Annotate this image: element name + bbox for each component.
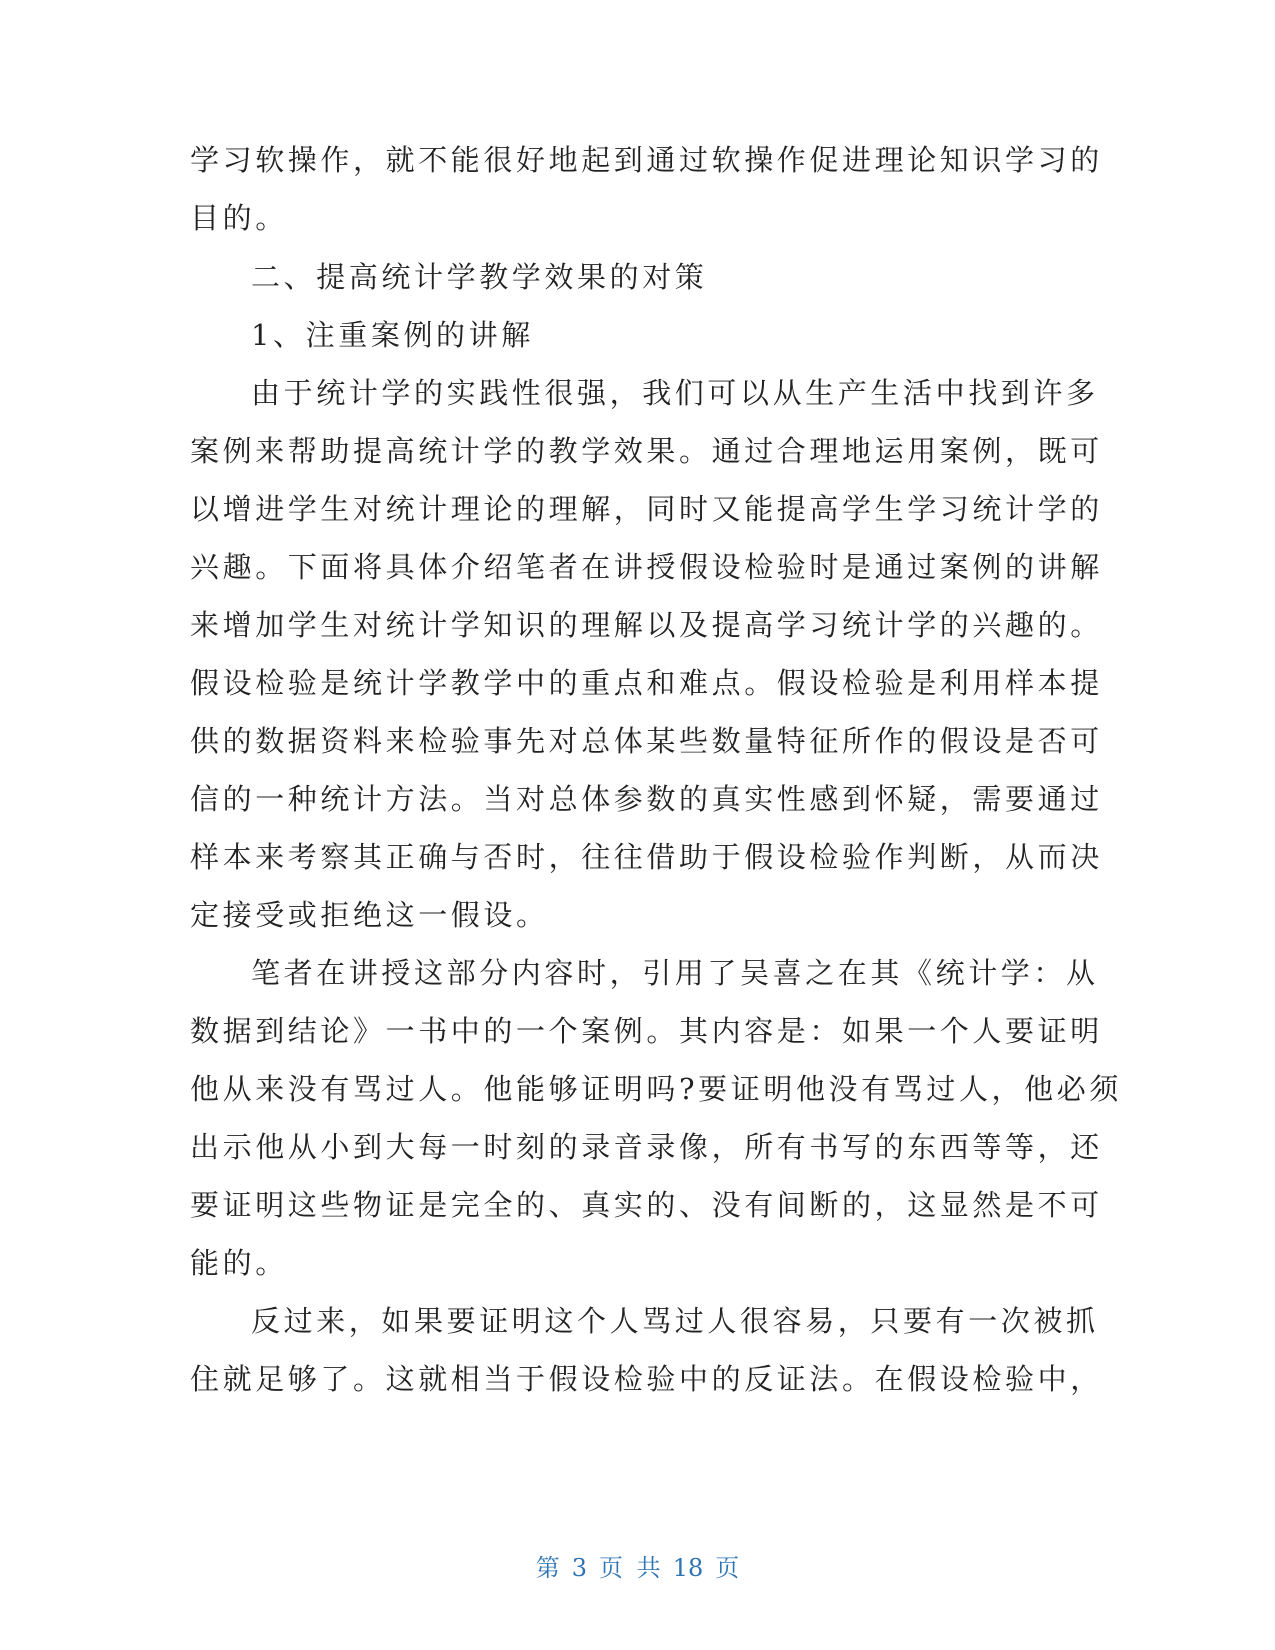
paragraph-line: 兴趣。下面将具体介绍笔者在讲授假设检验时是通过案例的讲解 xyxy=(190,550,1103,584)
paragraph-line: 供的数据资料来检验事先对总体某些数量特征所作的假设是否可 xyxy=(190,724,1103,758)
current-page-number: 3 xyxy=(571,1554,588,1582)
subsection-heading: 1、注重案例的讲解 xyxy=(251,318,534,352)
paragraph-line: 以增进学生对统计理论的理解，同时又能提高学生学习统计学的 xyxy=(190,492,1103,526)
paragraph-line: 能的。 xyxy=(190,1246,288,1280)
paragraph-line: 目的。 xyxy=(190,201,288,235)
paragraph-line: 出示他从小到大每一时刻的录音录像，所有书写的东西等等，还 xyxy=(190,1130,1103,1164)
footer-suffix: 页 xyxy=(715,1554,740,1582)
paragraph-line: 数据到结论》一书中的一个案例。其内容是：如果一个人要证明 xyxy=(190,1014,1103,1048)
paragraph-line: 假设检验是统计学教学中的重点和难点。假设检验是利用样本提 xyxy=(190,666,1103,700)
paragraph-line: 他从来没有骂过人。他能够证明吗?要证明他没有骂过人，他必须 xyxy=(190,1072,1122,1106)
paragraph-line: 要证明这些物证是完全的、真实的、没有间断的，这显然是不可 xyxy=(190,1188,1103,1222)
paragraph-line: 学习软操作，就不能很好地起到通过软操作促进理论知识学习的 xyxy=(190,143,1103,177)
paragraph-line: 定接受或拒绝这一假设。 xyxy=(190,898,549,932)
footer-middle: 页 共 xyxy=(599,1554,661,1582)
paragraph-line: 笔者在讲授这部分内容时，引用了吴喜之在其《统计学：从 xyxy=(251,956,1099,990)
total-pages-number: 18 xyxy=(672,1554,704,1582)
section-heading: 二、提高统计学教学效果的对策 xyxy=(251,260,708,294)
paragraph-line: 样本来考察其正确与否时，往往借助于假设检验作判断，从而决 xyxy=(190,840,1103,874)
paragraph-line: 由于统计学的实践性很强，我们可以从生产生活中找到许多 xyxy=(251,376,1099,410)
paragraph-line: 案例来帮助提高统计学的教学效果。通过合理地运用案例，既可 xyxy=(190,434,1103,468)
paragraph-line: 信的一种统计方法。当对总体参数的真实性感到怀疑，需要通过 xyxy=(190,782,1103,816)
paragraph-line: 来增加学生对统计学知识的理解以及提高学习统计学的兴趣的。 xyxy=(190,608,1103,642)
paragraph-line: 反过来，如果要证明这个人骂过人很容易，只要有一次被抓 xyxy=(251,1304,1099,1338)
footer-prefix: 第 xyxy=(535,1554,560,1582)
paragraph-line: 住就足够了。这就相当于假设检验中的反证法。在假设检验中， xyxy=(190,1362,1103,1396)
page-footer xyxy=(0,1548,1275,1583)
